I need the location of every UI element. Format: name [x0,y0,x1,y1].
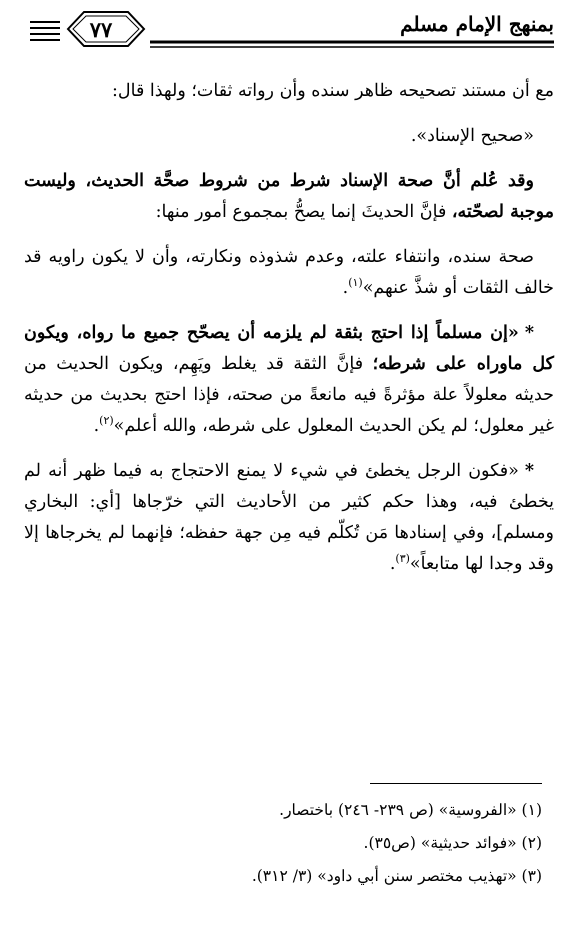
paragraph-5-rest: فإنَّ الثقة قد يغلط ويَهِم، ويكون الحديث من حديثه معلولاً علة مؤثرةً فيه مانعةً من صحته، فإذا احتج بحديث من حديثه غير معلول؛ لم يكن الحديث المعلول على شرطه، والله أعلم» [24,354,554,436]
footnote-2: (٢) «فوائد حديثية» (ص٣٥). [363,834,542,852]
footnote-divider [370,783,542,784]
bullet-star-icon: * [524,461,534,481]
paragraph-4 [24,242,554,304]
paragraph-6 [24,456,554,580]
footnote-ref-2[interactable]: (٢) [99,414,114,428]
paragraph-5 [24,318,554,442]
running-title: بمنهج الإمام مسلم [400,12,554,36]
footnote-ref-3[interactable]: (٣) [395,552,410,566]
paragraph-3 [24,166,554,228]
page-header [24,8,554,52]
paragraph-5-end: . [93,416,100,436]
paragraph-5-bold: «إن مسلماً إذا احتج بثقة لم يلزمه أن يصحّح جميع ما رواه، ويكون كل ماوراه على شرطه؛ [24,323,554,374]
main-text [24,76,554,594]
page-number: ٧٧ [89,17,113,42]
footnote-1: (١) «الفروسية» (ص ٢٣٩- ٢٤٦) باختصار. [279,801,542,819]
paragraph-3-bold: وقد عُلم أنَّ صحة الإسناد شرط من شروط صحَّة الحديث، وليست موجبة لصحّته، [24,171,554,222]
paragraph-1 [24,76,554,107]
footnote-ref-1[interactable]: (١) [348,276,363,290]
paragraph-4-end: . [342,278,349,298]
paragraph-2 [24,121,554,152]
footnote-3: (٣) «تهذيب مختصر سنن أبي داود» (٣/ ٣١٢). [251,867,542,885]
paragraph-6-end: . [389,554,396,574]
footnotes [42,794,542,893]
paragraph-6-text: «فكون الرجل يخطئ في شيء لا يمنع الاحتجاج به فيما ظهر أنه لم يخطئ فيه، وهذا حكم كثير من الأحاديث التي خرّجاها [أي: البخاري ومسلم]، وفي إسنادها مَن تُكلّم فيه مِن جهة حفظه؛ فإنهما لم يخرجاها إلا وقد وجدا لها متابعاً» [24,461,554,574]
paragraph-3-rest: فإنَّ الحديثَ إنما يصحُّ بمجموع أمور منها: [155,202,452,222]
bullet-star-icon: * [524,323,534,343]
paragraph-4-text: صحة سنده، وانتفاء علته، وعدم شذوذه ونكارته، وأن لا يكون راويه قد خالف الثقات أو شذَّ عنهم» [24,247,554,298]
paragraph-2-text: «صحيح الإسناد». [410,126,534,146]
paragraph-1-text: مع أن مستند تصحيحه ظاهر سنده وأن رواته ثقات؛ ولهذا قال: [112,81,554,101]
